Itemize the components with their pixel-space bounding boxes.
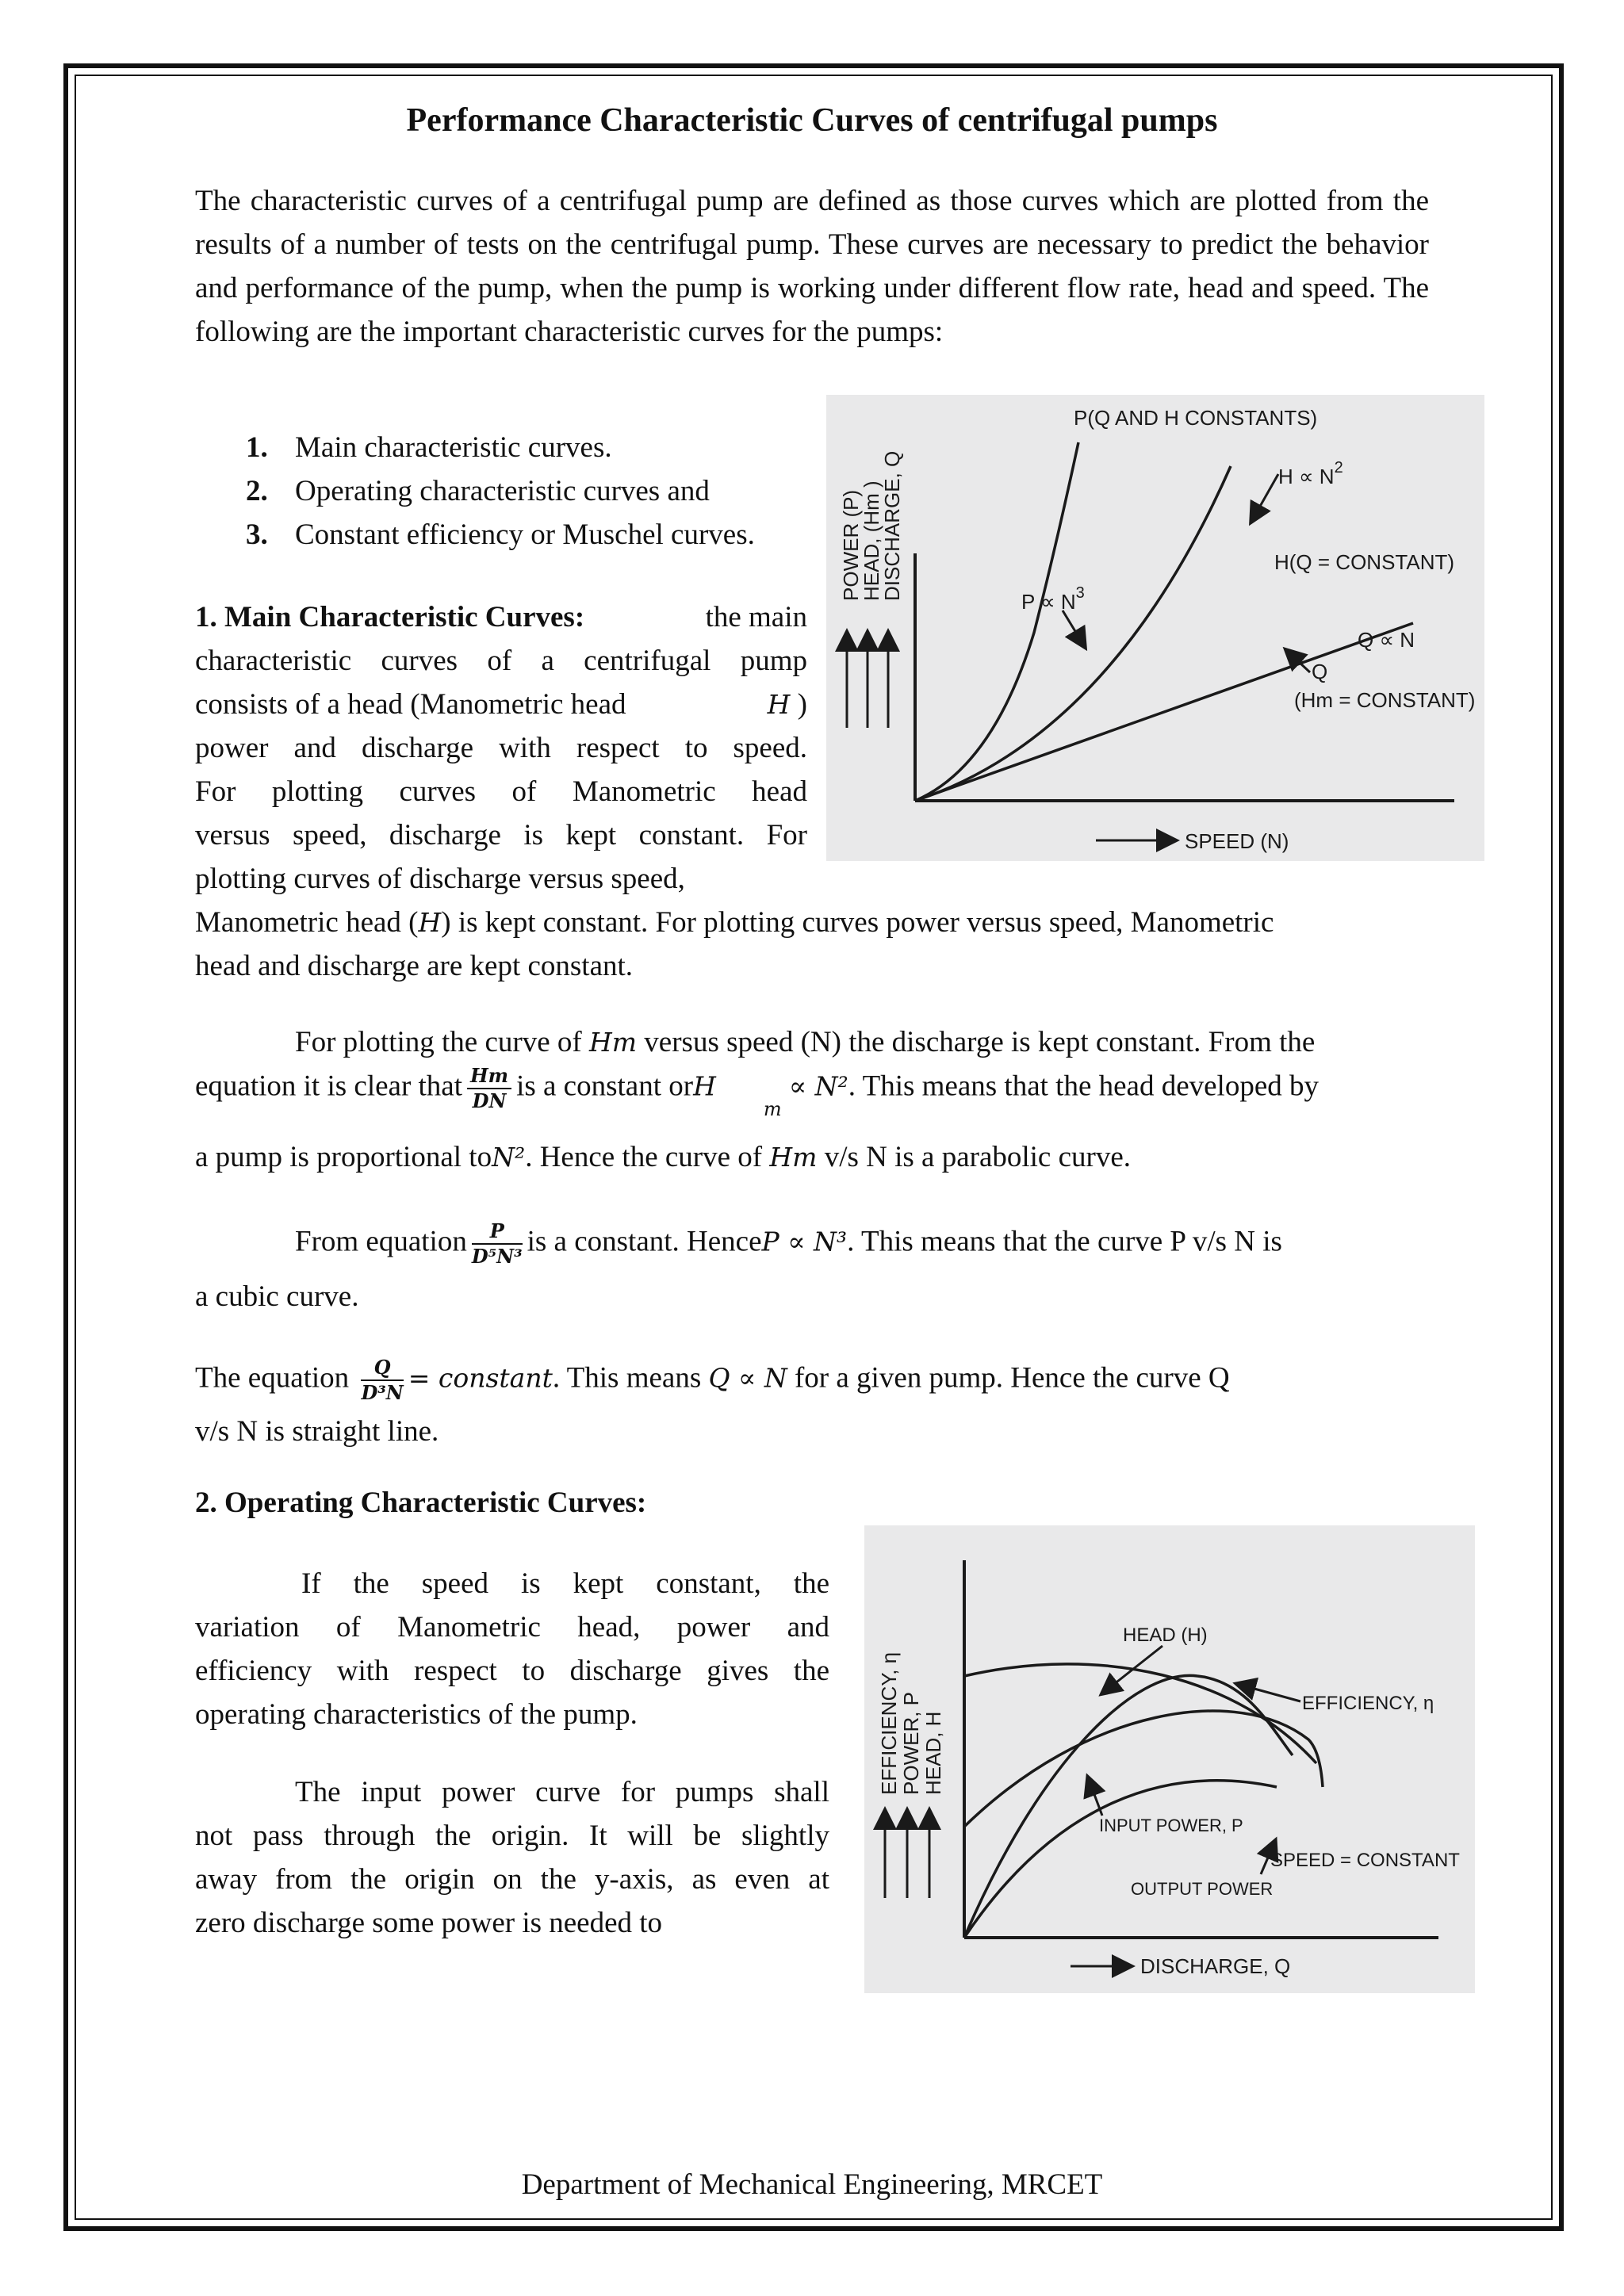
label-hm-constant: (Hm = CONSTANT): [1294, 688, 1476, 712]
hm-paragraph-line1: For plotting the curve of Hm versus speed (N) the discharge is kept constant. From the: [295, 1026, 1316, 1058]
label-h-constant: H(Q = CONSTANT): [1274, 550, 1455, 574]
label-p-constants: P(Q AND H CONSTANTS): [1074, 406, 1318, 430]
section1-heading: 1. Main Characteristic Curves:: [195, 601, 585, 633]
y-axis-arrows: [847, 633, 888, 728]
page-title: Performance Characteristic Curves of centrifugal pumps: [406, 102, 1218, 139]
intro-paragraph: The characteristic curves of a centrifugal pump are defined as those curves which are plotted from the results of a number of tests on the centrifugal pump. These curves are necessary to predict the behavior and performance of the pump, when the pump is working under different flow rate, head and speed. The following are the important characteristic curves for the pumps:: [195, 185, 1429, 348]
p-paragraph-line1: From equation $\frac{P}{\text{D⁵N³}}$ is a constant. HenceP ∝ N³. This means that the curve P v/s N is: [295, 1219, 1282, 1268]
figure-speed-characteristics: [826, 395, 1484, 861]
fraction-p: $\frac{P}{\text{D⁵N³}}$: [471, 1219, 523, 1268]
output-power-curve: [964, 1781, 1277, 1938]
y-axis-label-efficiency: EFFICIENCY, η: [877, 1651, 901, 1795]
section2-heading: 2. Operating Characteristic Curves:: [195, 1487, 647, 1519]
label-speed-constant: SPEED = CONSTANT: [1270, 1850, 1460, 1871]
input-power-curve: [964, 1711, 1323, 1827]
label-p-proportional: $P \propto N^3$: [1021, 584, 1085, 614]
list-item: 3. Constant efficiency or Muschel curves.: [246, 519, 755, 551]
page-footer: Department of Mechanical Engineering, MRCET: [521, 2168, 1103, 2201]
x-axis-label-discharge: DISCHARGE, Q: [1140, 1954, 1291, 1978]
discharge-line: [915, 623, 1413, 801]
fraction-q: $\frac{Q}{\text{D³N}}$: [361, 1356, 404, 1404]
x-axis-label-speed: SPEED (N): [1185, 829, 1289, 853]
label-h-proportional: $H \propto N^2$: [1278, 459, 1343, 488]
y-axis-label-power: POWER, P: [899, 1691, 923, 1795]
y-axis-label-power: POWER (P): [839, 489, 863, 601]
label-input-power: INPUT POWER, P: [1099, 1816, 1243, 1835]
figure-operating-characteristics: [864, 1525, 1475, 1993]
label-q-proportional: Q ∝ N: [1358, 628, 1415, 652]
y-axis-arrows: [885, 1811, 929, 1898]
power-curve: [915, 442, 1078, 801]
label-efficiency: EFFICIENCY, η: [1302, 1693, 1434, 1714]
y-axis-label-discharge: DISCHARGE, Q: [880, 450, 904, 601]
list-item: 1. Main characteristic curves.: [246, 431, 612, 464]
label-output-power: OUTPUT POWER: [1131, 1879, 1274, 1899]
y-axis-label-head: HEAD, (Hm ): [860, 480, 883, 601]
label-q: Q: [1312, 660, 1328, 683]
hm-paragraph-line2: equation it is clear that $\frac{Hm}{DN}$ is a constant orH$_m$ ∝ N². This means that the head developed by: [195, 1064, 1320, 1121]
head-curve: [915, 466, 1231, 801]
fraction-hm-dn: $\frac{Hm}{DN}$: [467, 1064, 511, 1113]
label-head: HEAD (H): [1123, 1624, 1208, 1646]
hm-paragraph-line3: a pump is proportional toN². Hence the curve of Hm v/s N is a parabolic curve.: [195, 1141, 1132, 1173]
y-axis-label-head: HEAD, H: [921, 1711, 945, 1795]
head-curve: [964, 1664, 1316, 1763]
p-paragraph-line2: a cubic curve.: [195, 1280, 359, 1313]
q-paragraph-line2: v/s N is straight line.: [195, 1415, 439, 1448]
q-paragraph-line1: The equation $\frac{Q}{\text{D³N}}$ = constant. This means Q ∝ N for a given pump. Hence the curve Q: [195, 1356, 1230, 1404]
list-item: 2. Operating characteristic curves and: [246, 475, 710, 507]
